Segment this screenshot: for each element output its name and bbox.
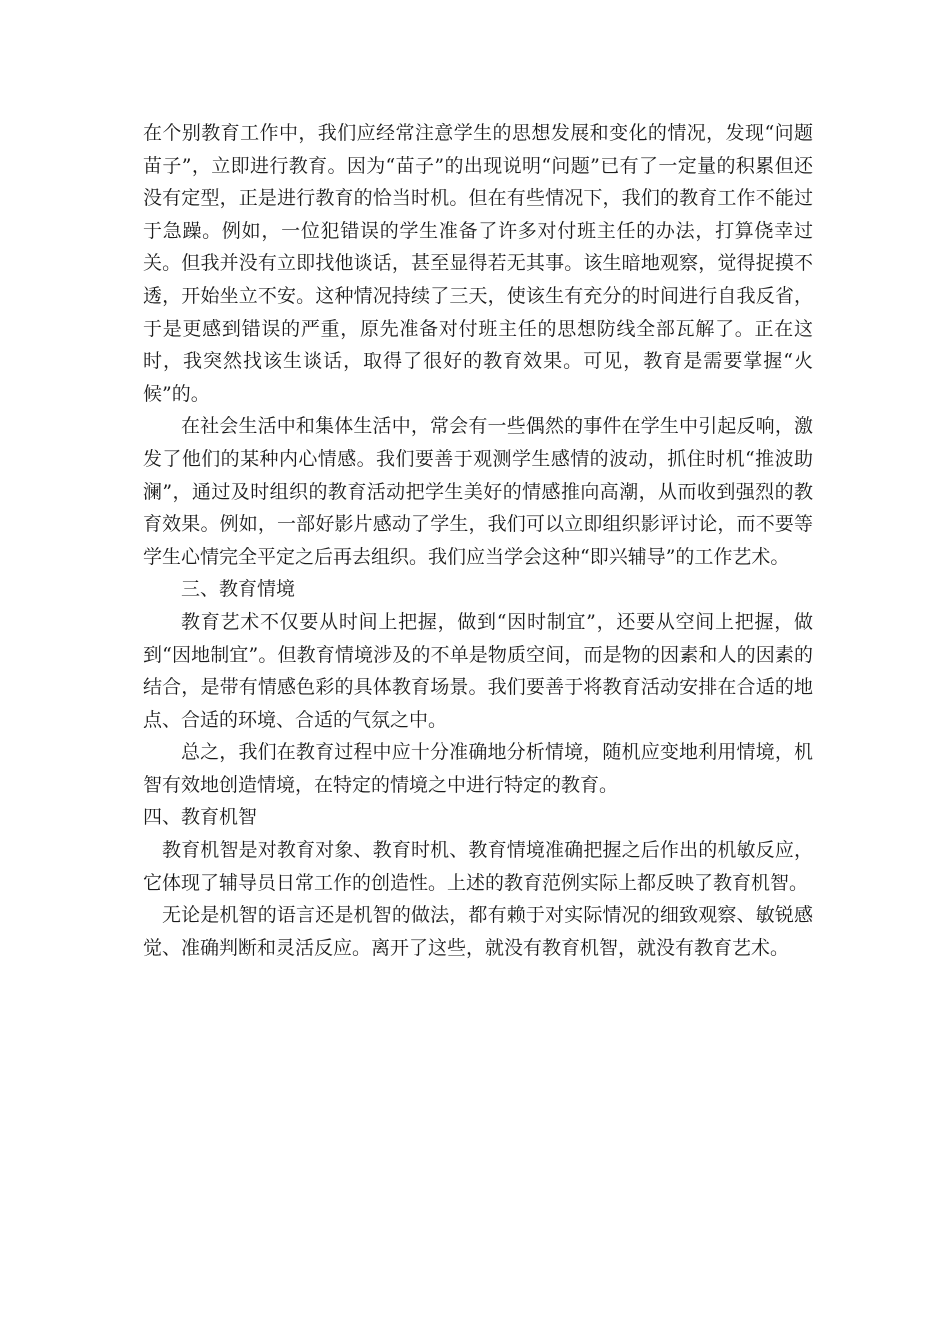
- paragraph-timing-individual: 在个别教育工作中，我们应经常注意学生的思想发展和变化的情况，发现“问题苗子”，立即进行教育。因为“苗子”的出现说明“问题”已有了一定量的积累但还没有定型，正是进行教育的恰当时机。但在有些情况下，我们的教育工作不能过于急躁。例如，一位犯错误的学生准备了许多对付班主任的办法，打算侥幸过关。但我并没有立即找他谈话，甚至显得若无其事。该生暗地观察，觉得捉摸不透，开始坐立不安。这种情况持续了三天，使该生有充分的时间进行自我反省，于是更感到错误的严重，原先准备对付班主任的思想防线全部瓦解了。正在这时，我突然找该生谈话，取得了很好的教育效果。可见，教育是需要掌握“火候”的。: [143, 122, 813, 405]
- paragraph-wit-requirements: 无论是机智的语言还是机智的做法，都有赖于对实际情况的细致观察、敏锐感觉、准确判断和灵活反应。离开了这些，就没有教育机智，就没有教育艺术。: [143, 904, 813, 959]
- section-heading-education-wit: 四、教育机智: [143, 806, 258, 829]
- paragraph-situation-summary: 总之，我们在教育过程中应十分准确地分析情境，随机应变地利用情境，机智有效地创造情境，在特定的情境之中进行特定的教育。: [143, 741, 813, 796]
- document-body: [143, 117, 813, 964]
- section-heading-education-situation: 三、教育情境: [181, 578, 296, 601]
- paragraph-wit-definition: 教育机智是对教育对象、教育时机、教育情境准确把握之后作出的机敏反应，它体现了辅导员日常工作的创造性。上述的教育范例实际上都反映了教育机智。: [143, 839, 813, 894]
- paragraph-timing-collective: 在社会生活中和集体生活中，常会有一些偶然的事件在学生中引起反响，激发了他们的某种内心情感。我们要善于观测学生感情的波动，抓住时机“推波助澜”，通过及时组织的教育活动把学生美好的情感推向高潮，从而收到强烈的教育效果。例如，一部好影片感动了学生，我们可以立即组织影评讨论，而不要等学生心情完全平定之后再去组织。我们应当学会这种“即兴辅导”的工作艺术。: [143, 415, 813, 568]
- paragraph-situation-space: 教育艺术不仅要从时间上把握，做到“因时制宜”，还要从空间上把握，做到“因地制宜”。但教育情境涉及的不单是物质空间，而是物的因素和人的因素的结合，是带有情感色彩的具体教育场景。我们要善于将教育活动安排在合适的地点、合适的环境、合适的气氛之中。: [143, 610, 813, 731]
